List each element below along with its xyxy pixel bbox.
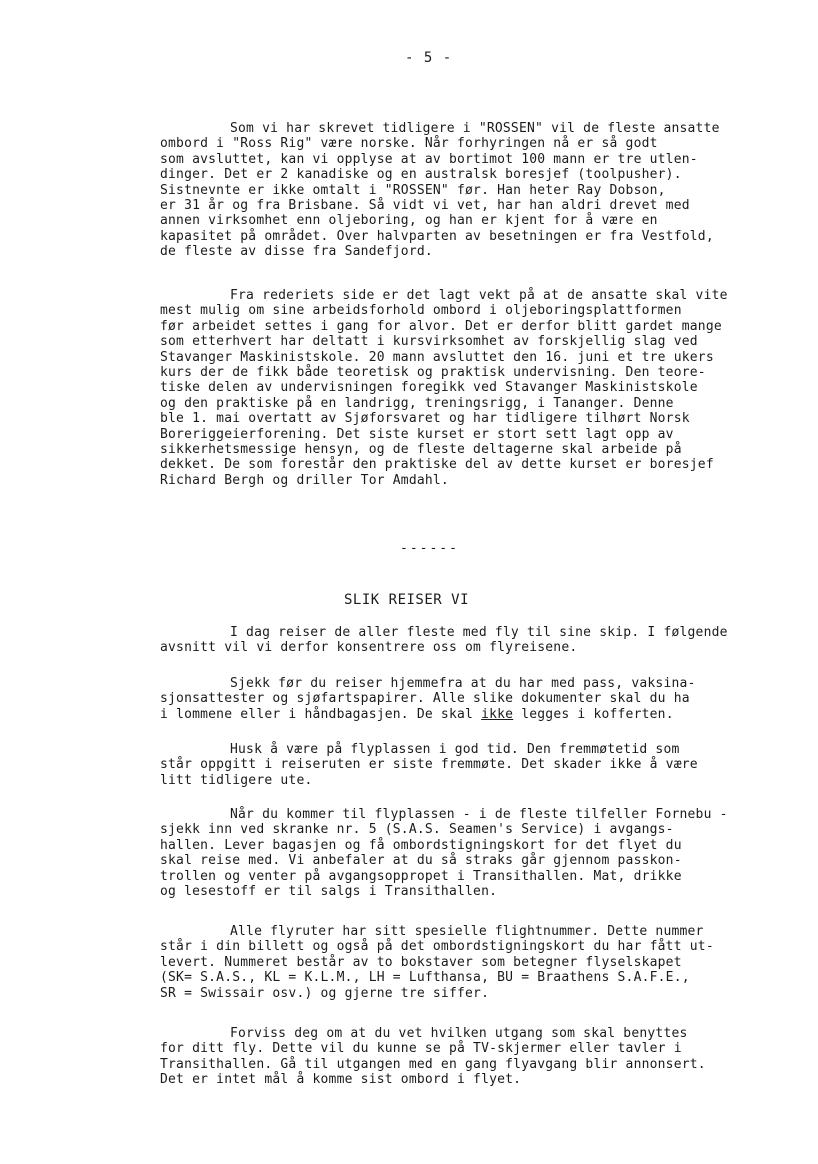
text-line: Når du kommer til flyplassen - i de fleste tilfeller Fornebu - [230,807,728,822]
paragraph-rossen-crew [160,121,765,260]
text-line: sjonsattester og sjøfartspapirer. Alle slike dokumenter skal du ha [160,691,690,707]
text-line: kurs der de fikk både teoretisk og praktisk undervisning. Den teore- [160,365,706,381]
text-line: ombord i "Ross Rig" være norske. Når forhyringen nå er så godt [160,136,658,152]
text-line: Sjekk før du reiser hjemmefra at du har med pass, vaksina- [230,676,696,691]
text-segment: legges i kofferten. [513,706,674,722]
paragraph-intro-fly [160,625,765,656]
paragraph-flight-numbers [160,924,765,1001]
text-line: og den praktiske på en landrigg, treningsrigg, i Tananger. Denne [160,395,674,411]
text-line: mest mulig om sine arbeidsforhold ombord i oljeboringsplattformen [160,303,682,319]
text-line: Det er intet mål å komme sist ombord i flyet. [160,1072,522,1088]
paragraph-rederiet-courses [160,288,765,488]
text-line: står oppgitt i reiseruten er siste fremmøte. Det skader ikke å være [160,757,698,773]
text-line: og lesestoff er til salgs i Transithallen. [160,884,498,900]
text-line: litt tidligere ute. [160,772,313,788]
text-line: sjekk inn ved skranke nr. 5 (S.A.S. Seamen's Service) i avgangs- [160,822,674,838]
text-segment: i lommene eller i håndbagasjen. De skal [160,706,482,722]
text-line: er 31 år og fra Brisbane. Så vidt vi vet, har han aldri drevet med [160,198,690,214]
text-line: ble 1. mai overtatt av Sjøforsvaret og har tidligere tilhørt Norsk [160,411,690,427]
text-line: I dag reiser de aller fleste med fly til sine skip. I følgende [230,625,728,640]
paragraph-arrival-time [160,742,765,788]
underlined-word: ikke [481,706,514,722]
text-line: Husk å være på flyplassen i god tid. Den fremmøtetid som [230,742,680,757]
paragraph-check-in [160,807,765,899]
text-line: SR = Swissair osv.) og gjerne tre siffer. [160,985,490,1001]
text-line: dinger. Det er 2 kanadiske og en australsk boresjef (toolpusher). [160,167,682,183]
text-line: som etterhvert har deltatt i kursvirksomhet av forskjellig slag ved [160,334,698,350]
page-number: - 5 - [405,50,453,66]
text-line: avsnitt vil vi derfor konsentrere oss om flyreisene. [160,640,578,656]
text-line: hallen. Lever bagasjen og få ombordstigningskort for det flyet du [160,837,682,853]
paragraph-gate [160,1026,765,1088]
text-line: som avsluttet, kan vi opplyse at av bortimot 100 mann er tre utlen- [160,151,698,167]
text-line: trollen og venter på avgangsoppropet i Transithallen. Mat, drikke [160,868,682,884]
text-line: Stavanger Maskinistskole. 20 mann avsluttet den 16. juni et tre ukers [160,349,714,365]
text-line: Forviss deg om at du vet hvilken utgang som skal benyttes [230,1026,688,1041]
section-separator: ------ [400,541,459,556]
section-heading: SLIK REISER VI [344,592,470,608]
text-line: Sistnevnte er ikke omtalt i "ROSSEN" før. Han heter Ray Dobson, [160,182,666,198]
text-line: sikkerhetsmessige hensyn, og de fleste deltagerne skal arbeide på [160,442,682,458]
text-line: dekket. De som forestår den praktiske del av dette kurset er boresjef [160,457,714,473]
text-line: Transithallen. Gå til utgangen med en gang flyavgang blir annonsert. [160,1056,706,1072]
text-line: levert. Nummeret består av to bokstaver som betegner flyselskapet [160,954,682,970]
text-line: før arbeidet settes i gang for alvor. Det er derfor blitt gardet mange [160,318,722,334]
text-line: de fleste av disse fra Sandefjord. [160,244,433,260]
text-line: tiske delen av undervisningen foregikk ved Stavanger Maskinistskole [160,380,698,396]
text-line: står i din billett og også på det ombordstigningskort du har fått ut- [160,939,714,955]
text-line: skal reise med. Vi anbefaler at du så straks går gjennom passkon- [160,853,682,869]
text-line: (SK= S.A.S., KL = K.L.M., LH = Lufthansa, BU = Braathens S.A.F.E., [160,970,690,986]
text-line: Fra rederiets side er det lagt vekt på at de ansatte skal vite [230,288,728,303]
text-line: Som vi har skrevet tidligere i "ROSSEN" vil de fleste ansatte [230,121,720,136]
text-line: Boreriggeierforening. Det siste kurset er stort sett lagt opp av [160,426,674,442]
text-line: kapasitet på området. Over halvparten av besetningen er fra Vestfold, [160,228,714,244]
paragraph-documents [160,676,765,722]
text-line: Alle flyruter har sitt spesielle flightnummer. Dette nummer [230,924,704,939]
text-line: Richard Bergh og driller Tor Amdahl. [160,472,449,488]
text-line: annen virksomhet enn oljeboring, og han er kjent for å være en [160,213,658,229]
text-line-with-underline [160,707,765,722]
text-line: for ditt fly. Dette vil du kunne se på TV-skjermer eller tavler i [160,1041,682,1057]
